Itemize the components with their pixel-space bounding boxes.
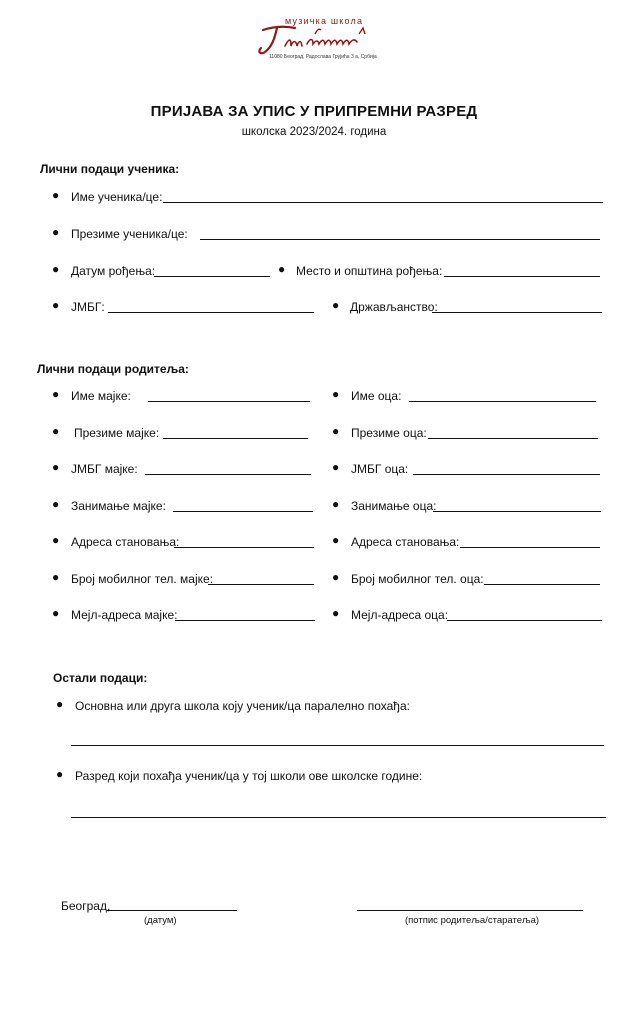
father-phone-label: Број мобилног тел. оца: <box>351 572 484 586</box>
mother-name-field[interactable] <box>148 401 310 402</box>
father-occupation-label: Занимање оца: <box>351 499 437 513</box>
bullet: ● <box>52 424 60 438</box>
form-subtitle: школска 2023/2024. година <box>241 126 387 138</box>
student-birthplace-field[interactable] <box>444 276 600 277</box>
form-title: ПРИЈАВА ЗА УПИС У ПРИПРЕМНИ РАЗРЕД <box>150 103 478 120</box>
signature-caption: (потпис родитеља/старатеља) <box>405 915 540 926</box>
father-jmbg-field[interactable] <box>413 474 600 475</box>
student-jmbg-label: ЈМБГ: <box>71 300 105 314</box>
bullet: ● <box>332 570 340 584</box>
bullet: ● <box>52 225 60 239</box>
other-school-field[interactable] <box>71 745 604 746</box>
mother-occupation-field[interactable] <box>173 511 313 512</box>
other-grade-field[interactable] <box>71 817 606 818</box>
signature-field[interactable] <box>357 910 583 911</box>
date-caption: (датум) <box>144 915 177 926</box>
parents-section-heading: Лични подаци родитеља: <box>37 362 189 376</box>
bullet: ● <box>52 533 60 547</box>
bullet: ● <box>52 460 60 474</box>
date-field[interactable] <box>107 910 237 911</box>
mother-occupation-label: Занимање мајке: <box>71 499 166 513</box>
mother-address-label: Адреса становања: <box>71 535 180 549</box>
father-address-label: Адреса становања: <box>351 535 460 549</box>
student-name-label: Име ученика/це: <box>71 190 163 204</box>
logo-school-text: музичка школа <box>285 16 364 26</box>
mother-email-field[interactable] <box>175 620 315 621</box>
logo-address: 11080 Београд, Радослава Грујића 3 а, Србија <box>269 54 377 60</box>
bullet: ● <box>56 697 64 711</box>
footer-city: Београд, <box>61 899 111 913</box>
bullet: ● <box>52 570 60 584</box>
bullet: ● <box>332 424 340 438</box>
student-name-field[interactable] <box>163 202 603 203</box>
bullet: ● <box>52 262 60 276</box>
school-logo <box>255 16 385 64</box>
student-dob-label: Датум рођења: <box>71 264 156 278</box>
student-jmbg-field[interactable] <box>108 312 314 313</box>
mother-phone-field[interactable] <box>208 584 314 585</box>
bullet: ● <box>278 262 286 276</box>
student-citizenship-label: Држављанство: <box>350 300 438 314</box>
bullet: ● <box>332 387 340 401</box>
student-surname-label: Презиме ученика/це: <box>71 227 188 241</box>
other-grade-label: Разред који похађа ученик/ца у тој школи ове школске године: <box>75 769 423 783</box>
father-surname-field[interactable] <box>428 438 598 439</box>
mother-surname-field[interactable] <box>163 438 308 439</box>
father-address-field[interactable] <box>460 547 600 548</box>
mother-jmbg-label: ЈМБГ мајке: <box>71 462 138 476</box>
father-email-field[interactable] <box>447 620 602 621</box>
bullet: ● <box>332 533 340 547</box>
bullet: ● <box>332 298 340 312</box>
student-citizenship-field[interactable] <box>432 312 602 313</box>
bullet: ● <box>332 606 340 620</box>
student-dob-field[interactable] <box>154 276 270 277</box>
father-occupation-field[interactable] <box>433 511 601 512</box>
bullet: ● <box>56 767 64 781</box>
father-surname-label: Презиме оца: <box>351 426 427 440</box>
mother-phone-label: Број мобилног тел. мајке: <box>71 572 214 586</box>
mother-surname-label: Презиме мајке: <box>74 426 160 440</box>
mother-email-label: Мејл-адреса мајке: <box>71 608 178 622</box>
student-birthplace-label: Место и општина рођења: <box>296 264 443 278</box>
father-phone-field[interactable] <box>484 584 600 585</box>
student-section-heading: Лични подаци ученика: <box>40 162 180 176</box>
bullet: ● <box>52 606 60 620</box>
bullet: ● <box>332 460 340 474</box>
mother-name-label: Име мајке: <box>71 389 131 403</box>
bullet: ● <box>52 497 60 511</box>
signature-logo-icon <box>255 22 385 58</box>
student-surname-field[interactable] <box>200 239 600 240</box>
bullet: ● <box>52 188 60 202</box>
other-section-heading: Остали подаци: <box>53 671 148 685</box>
mother-jmbg-field[interactable] <box>145 474 311 475</box>
bullet: ● <box>52 298 60 312</box>
other-school-label: Основна или друга школа коју ученик/ца паралелно похађа: <box>75 699 410 713</box>
father-email-label: Мејл-адреса оца: <box>351 608 449 622</box>
father-name-field[interactable] <box>409 401 596 402</box>
father-name-label: Име оца: <box>351 389 402 403</box>
bullet: ● <box>332 497 340 511</box>
mother-address-field[interactable] <box>174 547 314 548</box>
father-jmbg-label: ЈМБГ оца: <box>351 462 409 476</box>
bullet: ● <box>52 387 60 401</box>
